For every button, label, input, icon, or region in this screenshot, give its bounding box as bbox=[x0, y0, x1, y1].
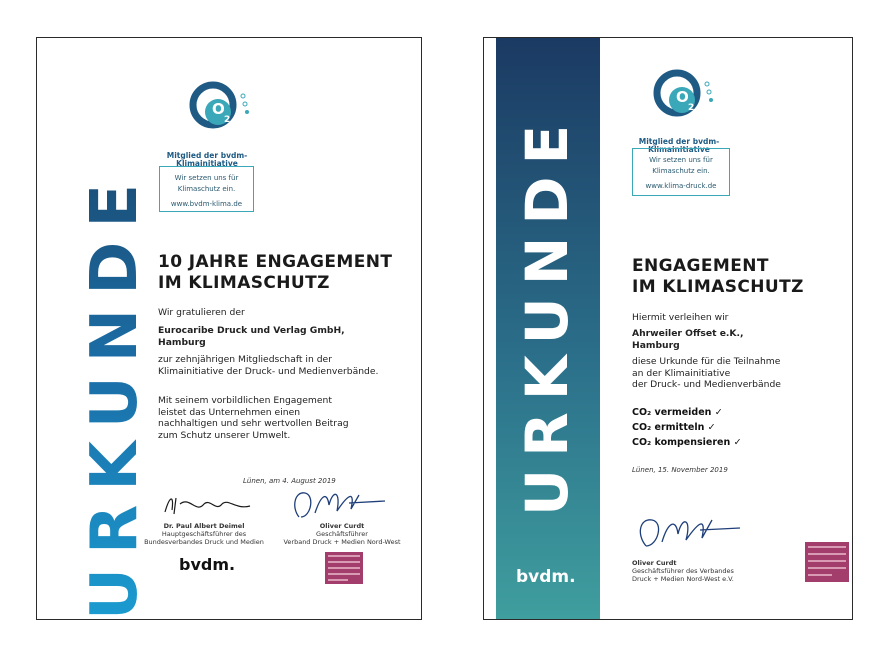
verband-logo bbox=[805, 542, 849, 582]
para-line-3: nachhaltigen und sehr wertvollen Beitrag bbox=[158, 418, 349, 430]
reason-line-2: Klimainitiative der Druck- und Medienverbände. bbox=[158, 365, 379, 377]
bvdm-logo: bvdm. bbox=[179, 555, 236, 574]
seal-line-1: Wir setzen uns für bbox=[649, 156, 713, 164]
signer-1-role-line-1: Hauptgeschäftsführer des bbox=[161, 530, 247, 538]
reason-line-3: der Druck- und Medienverbände bbox=[632, 379, 781, 391]
signer-1-role-line-2: Bundesverbandes Druck und Medien bbox=[144, 538, 264, 546]
seal-line-1: Wir setzen uns für bbox=[174, 174, 239, 182]
para-line-4: zum Schutz unserer Umwelt. bbox=[158, 429, 291, 441]
seal-line-2: Klimaschutz ein. bbox=[177, 185, 236, 193]
vertical-title: URKUNDE bbox=[513, 112, 581, 516]
verband-logo bbox=[325, 552, 363, 584]
heading-line-1: ENGAGEMENT bbox=[632, 256, 769, 276]
para-line-1: Mit seinem vorbildlichen Engagement bbox=[158, 395, 332, 406]
company-name bbox=[632, 328, 744, 351]
heading-line-2: IM KLIMASCHUTZ bbox=[632, 277, 804, 297]
check-co2-measure: CO₂ ermitteln ✓ bbox=[632, 422, 716, 433]
heading bbox=[158, 252, 392, 294]
company-line-2: Hamburg bbox=[158, 336, 206, 348]
seal-ring-text: Mitglied der bvdm-Klimainitiative bbox=[166, 151, 248, 168]
signer-2-name: Oliver Curdt bbox=[319, 522, 365, 530]
date: Lünen, am 4. August 2019 bbox=[243, 477, 336, 485]
company-name bbox=[158, 325, 345, 348]
date: Lünen, 15. November 2019 bbox=[632, 466, 728, 474]
signature-2 bbox=[289, 487, 389, 527]
seal-url: www.klima-druck.de bbox=[645, 182, 717, 190]
reason-text bbox=[632, 356, 781, 391]
signer-role-line-2: Druck + Medien Nord-West e.V. bbox=[632, 575, 734, 583]
signer-2-role-line-1: Geschäftsführer bbox=[316, 530, 368, 538]
seal-box bbox=[632, 148, 730, 196]
co2-seal-logo bbox=[155, 78, 265, 158]
reason-text bbox=[158, 354, 378, 377]
signer-role-line-1: Geschäftsführer des Verbandes bbox=[632, 567, 734, 575]
seal-url: www.bvdm-klima.de bbox=[170, 200, 243, 208]
seal-box bbox=[159, 166, 254, 212]
company-line-2: Hamburg bbox=[632, 339, 680, 351]
co2-seal-logo bbox=[629, 66, 739, 146]
signer-2-role bbox=[283, 530, 401, 546]
paragraph bbox=[158, 395, 349, 441]
heading bbox=[632, 256, 804, 298]
certificate-1 bbox=[36, 37, 422, 620]
reason-line-1: diese Urkunde für die Teilnahme bbox=[632, 356, 781, 367]
bvdm-logo-band: bvdm. bbox=[516, 567, 576, 587]
signer-2-role-line-2: Verband Druck + Medien Nord-West bbox=[283, 538, 401, 546]
signature bbox=[634, 512, 744, 556]
signature-1 bbox=[160, 490, 255, 524]
heading-line-2: IM KLIMASCHUTZ bbox=[158, 273, 330, 293]
company-line-1: Ahrweiler Offset e.K., bbox=[632, 328, 744, 339]
signer-1-name: Dr. Paul Albert Deimel bbox=[163, 522, 245, 530]
para-line-2: leistet das Unternehmen einen bbox=[158, 406, 301, 418]
svg-text:2: 2 bbox=[224, 115, 231, 125]
svg-text:O: O bbox=[212, 100, 225, 118]
heading-line-1: 10 JAHRE ENGAGEMENT bbox=[158, 252, 393, 272]
check-co2-avoid: CO₂ vermeiden ✓ bbox=[632, 407, 723, 418]
seal-ring-text: Mitglied der bvdm-Klimainitiative bbox=[638, 137, 720, 154]
svg-text:O: O bbox=[676, 88, 689, 106]
congrats-text: Wir gratulieren der bbox=[158, 307, 245, 318]
company-line-1: Eurocaribe Druck und Verlag GmbH, bbox=[158, 325, 345, 336]
check-co2-compensate: CO₂ kompensieren ✓ bbox=[632, 437, 742, 448]
reason-line-1: zur zehnjährigen Mitgliedschaft in der bbox=[158, 354, 332, 365]
signer bbox=[632, 559, 752, 583]
seal-line-2: Klimaschutz ein. bbox=[652, 167, 710, 175]
reason-line-2: an der Klimainitiative bbox=[632, 367, 731, 379]
vertical-title: URKUNDE bbox=[78, 169, 152, 620]
certificate-2 bbox=[483, 37, 853, 620]
signer-name: Oliver Curdt bbox=[632, 559, 677, 567]
svg-text:2: 2 bbox=[688, 103, 695, 113]
intro-text: Hiermit verleihen wir bbox=[632, 312, 729, 323]
signer-1-role bbox=[141, 530, 267, 546]
